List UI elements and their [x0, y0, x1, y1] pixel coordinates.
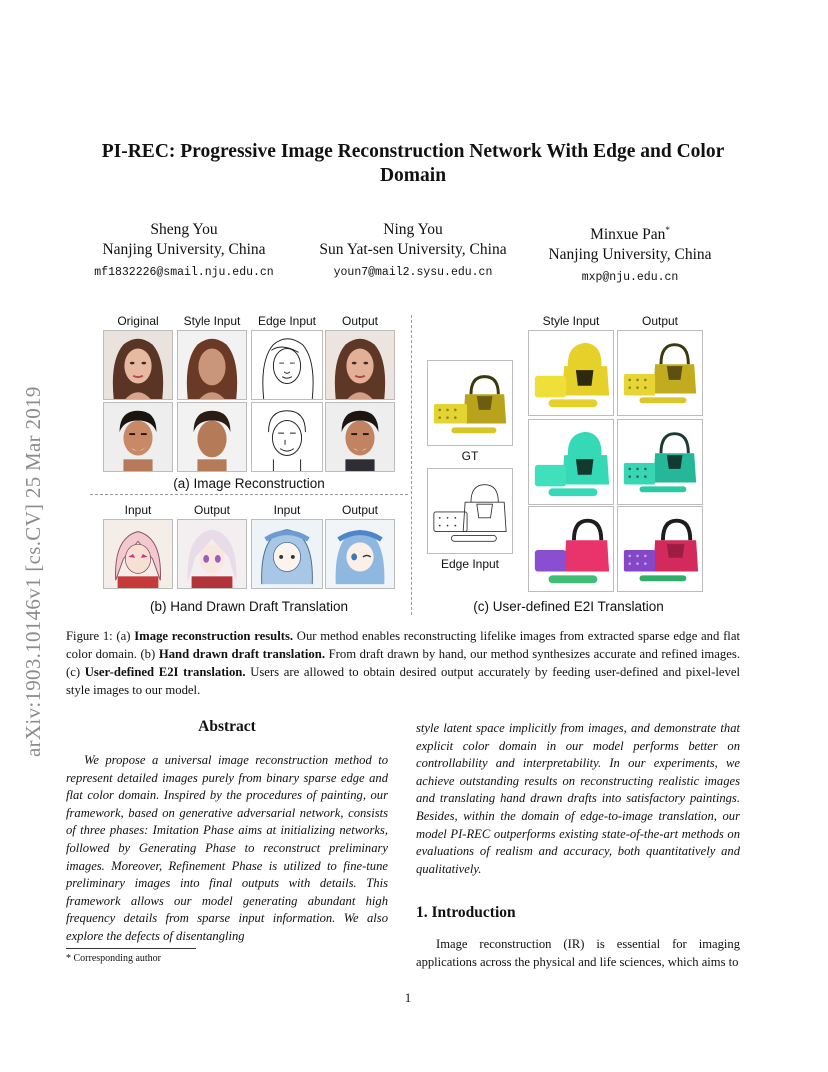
output-face-image: [325, 330, 395, 400]
anime-output-image: [177, 519, 247, 589]
output-pink-bag: [617, 506, 703, 592]
panel-b-label: (b) Hand Drawn Draft Translation: [149, 599, 349, 614]
author-name: Sheng You: [150, 221, 218, 238]
panel-a-label: (a) Image Reconstruction: [173, 476, 325, 491]
anime-output-image: [325, 519, 395, 589]
output-teal-bag: [617, 419, 703, 505]
hand-drawn-input-image: [251, 519, 323, 589]
section-heading-introduction: 1. Introduction: [416, 904, 516, 921]
page-number: 1: [404, 990, 412, 1005]
ground-truth-bag-image: [427, 360, 513, 446]
abstract-text-right: style latent space implicitly from images, and demonstrate that explicit color domain in our model performs better on controllability and interpretability. In our experiments, we achieve outstanding results on reconstructing realistic images and translating hand drawn drafts into satisfactory paintings. Besides, within the domain of edge-to-image translation, our model PI-REC outperforms existing state-of-the-art methods on evaluations of realism and accuracy, both quantitatively and qualitatively.: [416, 721, 740, 876]
column-label: Style Input: [542, 314, 600, 328]
panel-divider-horizontal: [90, 494, 408, 495]
caption-bold-term: Hand drawn draft translation.: [158, 647, 326, 661]
caption-bold-term: Image reconstruction results.: [134, 629, 294, 643]
output-yellow-bag: [617, 330, 703, 416]
column-label: Original: [117, 314, 159, 328]
edge-input-bag-sketch: [427, 468, 513, 554]
column-label: Output: [193, 503, 231, 517]
author-affiliation: Nanjing University, China: [102, 241, 266, 258]
author-email[interactable]: mf1832226@smail.nju.edu.cn: [94, 266, 274, 279]
edge-input-sketch: [251, 402, 323, 472]
column-label: Output: [641, 314, 679, 328]
column-label: Output: [341, 503, 379, 517]
panel-c-label: (c) User-defined E2I Translation: [473, 599, 664, 614]
style-input-yellow-bag: [528, 330, 614, 416]
author-affiliation: Sun Yat-sen University, China: [319, 241, 507, 258]
author-block: [510, 220, 750, 288]
edge-input-label: Edge Input: [440, 557, 500, 571]
author-name: Minxue Pan*: [590, 225, 670, 244]
column-label: Style Input: [183, 314, 241, 328]
hand-drawn-input-image: [103, 519, 173, 589]
column-label: Edge Input: [257, 314, 317, 328]
author-affiliation: Nanjing University, China: [548, 246, 712, 264]
author-name: Ning You: [383, 221, 443, 238]
introduction-text: Image reconstruction (IR) is essential for imaging applications across the physical and life sciences, which aims to: [416, 937, 740, 969]
footnote-rule: [66, 948, 196, 949]
original-face-image: [103, 402, 173, 472]
column-label: Output: [341, 314, 379, 328]
column-label: Input: [273, 503, 301, 517]
caption-bold-term: User-defined E2I translation.: [84, 665, 246, 679]
author-block: [293, 220, 533, 283]
paper-title: PI-REC: Progressive Image Reconstruction Network With Edge and Color Domain: [101, 141, 725, 186]
author-block: [64, 220, 304, 283]
style-input-color-image: [177, 330, 247, 400]
author-email[interactable]: mxp@nju.edu.cn: [581, 271, 679, 285]
column-label: Input: [124, 503, 152, 517]
panel-divider-vertical: [411, 315, 412, 615]
figure-caption: Figure 1: (a) Image reconstruction results. Our method enables reconstructing lifelike images from extracted sparse edge and flat color domain. (b) Hand drawn draft translation. From draft drawn by hand, our method synthesizes accurate and refined images. (c) User-defined E2I translation. Users are allowed to obtain desired output accurately by feeding user-defined and pixel-level style images to our model.: [66, 629, 740, 697]
footnote: * Corresponding author: [66, 953, 161, 964]
output-face-image: [325, 402, 395, 472]
style-input-pink-bag: [528, 506, 614, 592]
corresponding-mark: *: [665, 225, 670, 235]
original-face-image: [103, 330, 173, 400]
arxiv-stamp: arXiv:1903.10146v1 [cs.CV] 25 Mar 2019: [21, 386, 45, 757]
gt-label: GT: [461, 449, 479, 463]
style-input-teal-bag: [528, 419, 614, 505]
edge-input-sketch: [251, 330, 323, 400]
abstract-heading: Abstract: [198, 718, 256, 735]
style-input-color-image: [177, 402, 247, 472]
author-email[interactable]: youn7@mail2.sysu.edu.cn: [333, 266, 493, 279]
abstract-text-left: We propose a universal image reconstruction method to represent detailed images purely from binary sparse edge and flat color domain. Inspired by the procedures of painting, our framework, based on generative adversarial network, consists of three phases: Imitation Phase aims at initializing networks, followed by Generating Phase to reconstruct preliminary images. Moreover, Refinement Phase is utilized to fine-tune preliminary images into final outputs with details. This framework allows our model generating abundant high frequency details from sparse input information. We also explore the defects of disentangling: [66, 753, 388, 943]
